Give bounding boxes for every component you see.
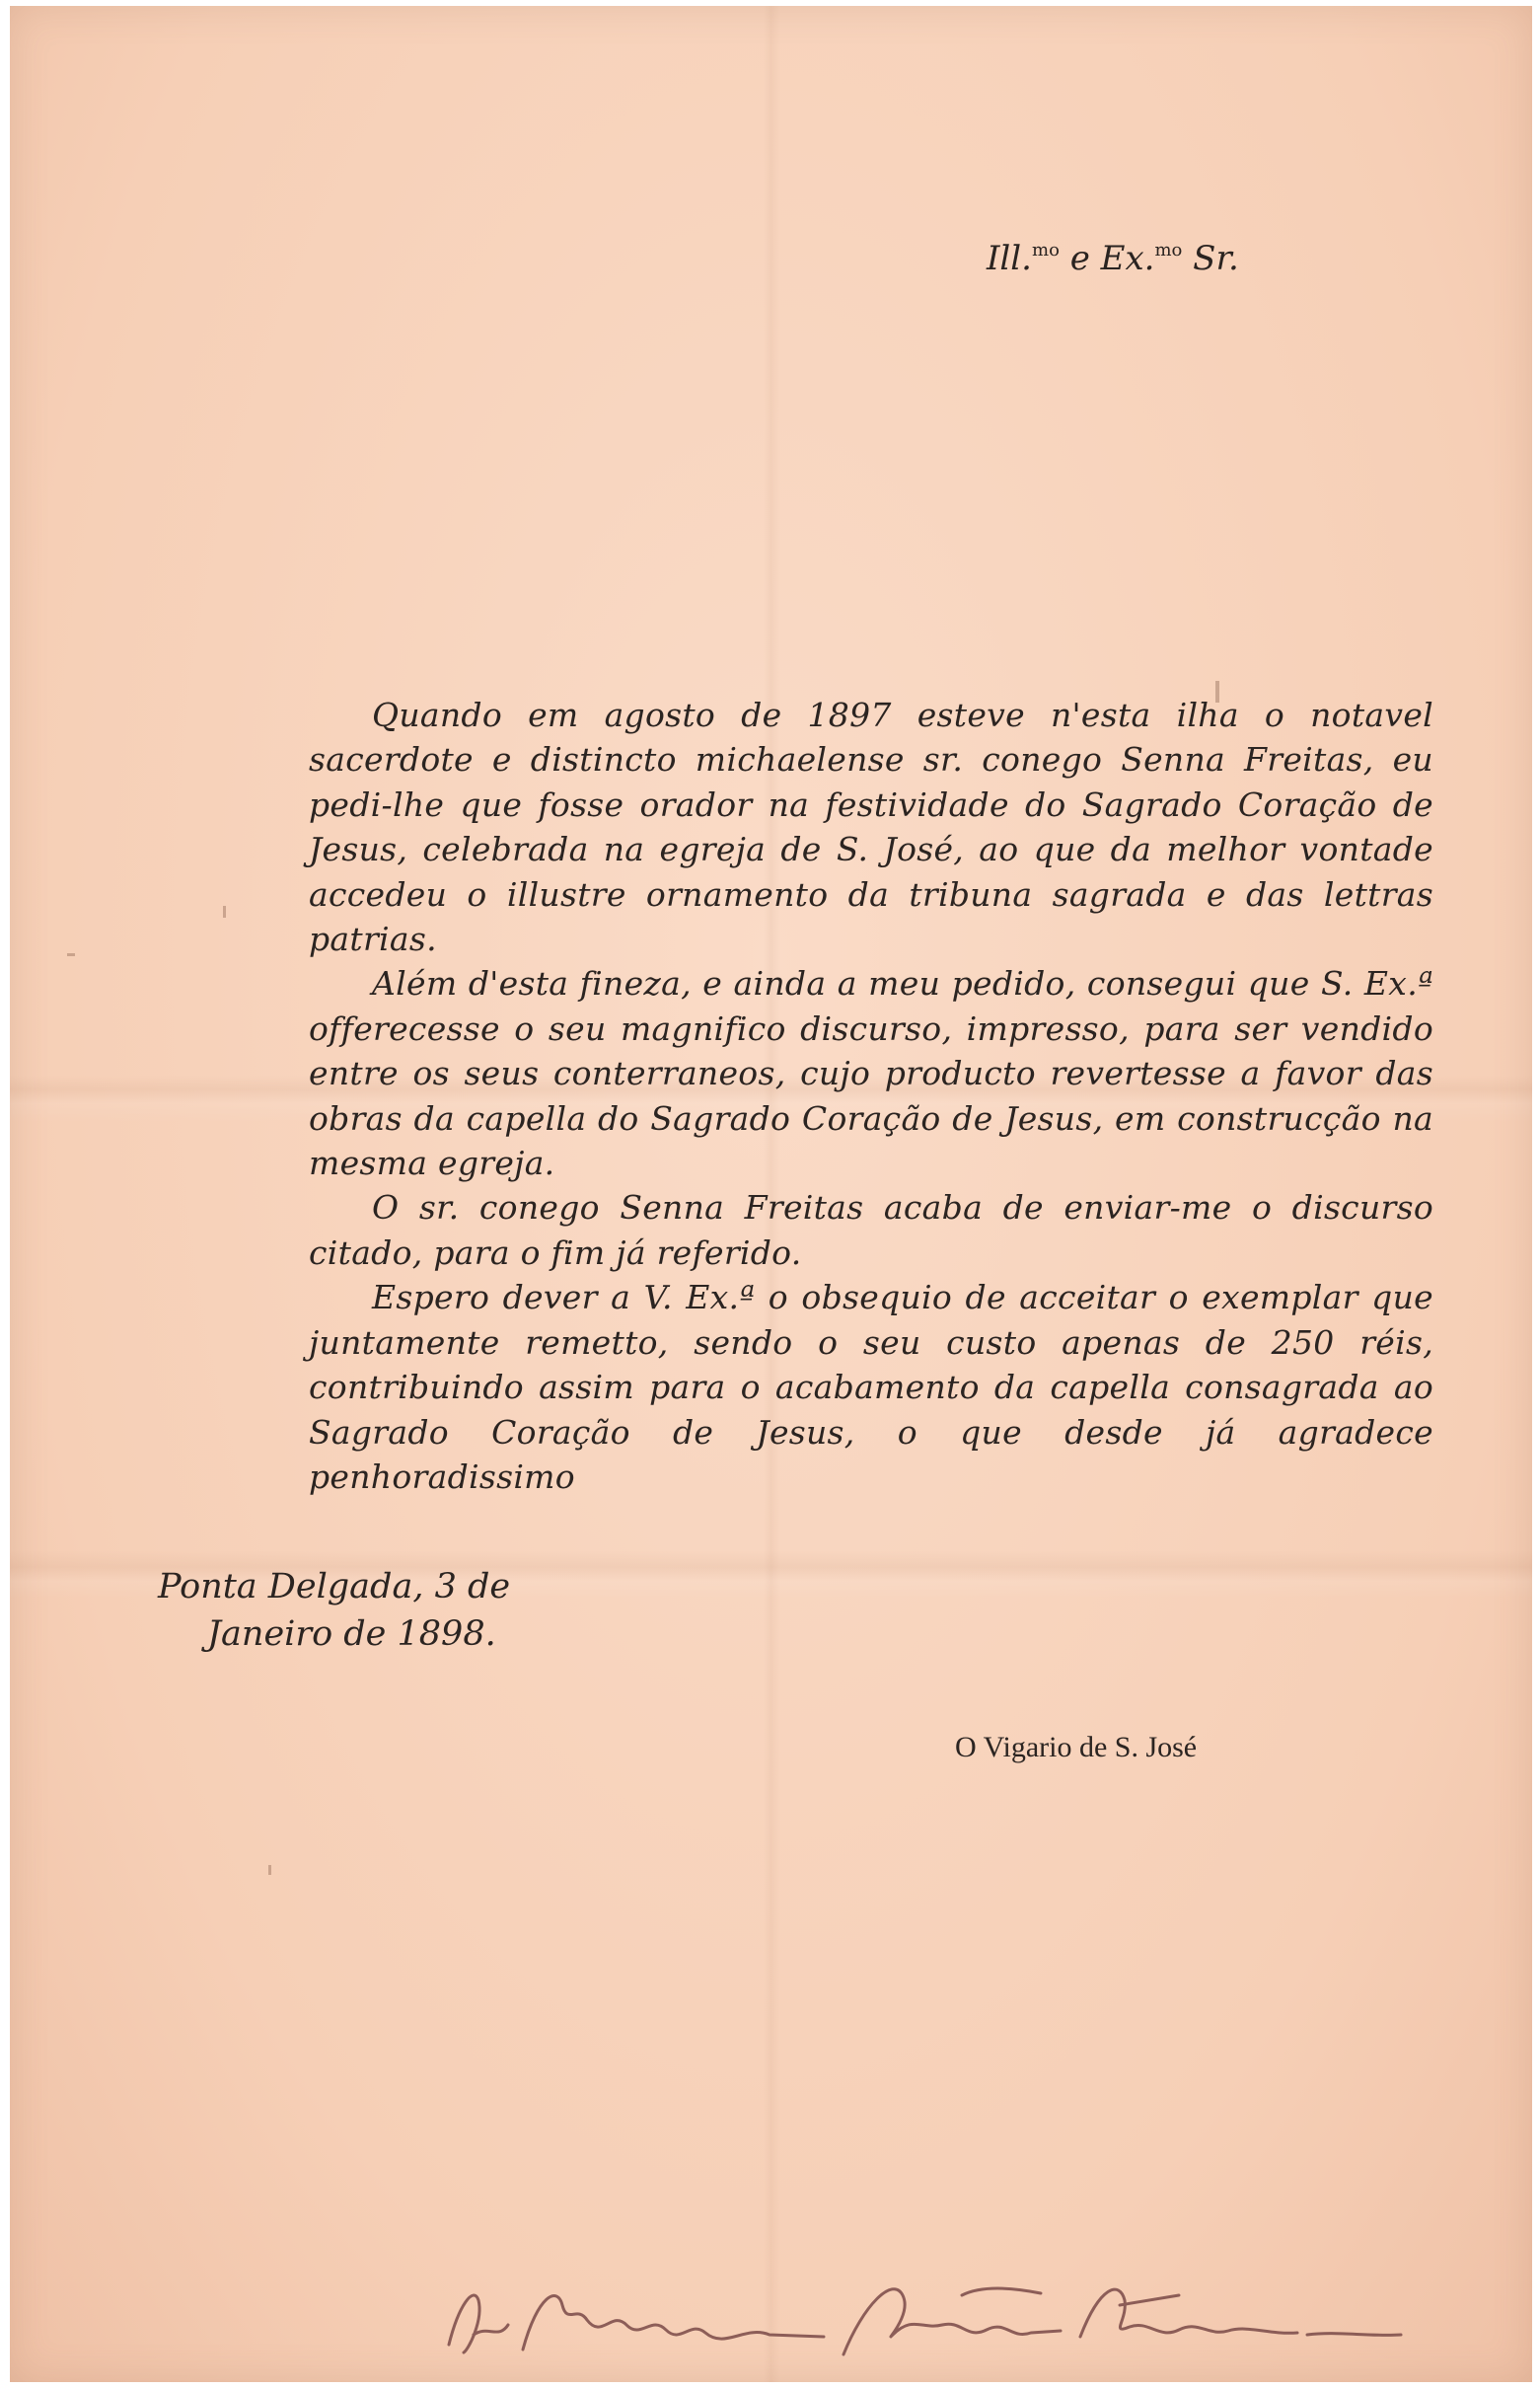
letter-body xyxy=(309,693,1433,1499)
paper-mark xyxy=(67,953,75,956)
salutation-part: Ill. xyxy=(987,239,1032,278)
paper-mark xyxy=(223,906,226,918)
place-and-date xyxy=(158,1563,510,1658)
salutation-part: e Ex. xyxy=(1059,239,1155,278)
place-date-line: Janeiro de 1898. xyxy=(207,1614,496,1654)
salutation-superscript: mo xyxy=(1154,240,1183,261)
paper-mark xyxy=(268,1865,271,1875)
salutation-part: Sr. xyxy=(1182,239,1239,278)
letter-sheet xyxy=(10,6,1532,2382)
salutation xyxy=(987,239,1239,278)
paragraph: Quando em agosto de 1897 esteve n'esta ilha o notavel sacerdote e distincto michaelense sr. conego Senna Freitas, eu pedi-lhe que fosse orador na festividade do Sagrado Coração de Jesus, celebrada na egreja de S. José, ao que da melhor vontade accedeu o illustre ornamento da tribuna sagrada e das lettras patrias. xyxy=(309,696,1433,959)
salutation-superscript: mo xyxy=(1032,240,1060,261)
paper-mark xyxy=(1215,681,1219,703)
paragraph: Além d'esta fineza, e ainda a meu pedido, consegui que S. Ex.ª offerecesse o seu magnifico discurso, impresso, para ser vendido entre os seus conterraneos, cujo producto revertesse a favor das obras da capella do Sagrado Coração de Jesus, em construcção na mesma egreja. xyxy=(309,964,1433,1183)
paragraph: Espero dever a V. Ex.ª o obsequio de acceitar o exemplar que juntamente remetto, sendo o seu custo apenas de 250 réis, contribuindo assim para o acabamento da capella consagrada ao Sagrado Coração de Jesus, o que desde já agradece penhoradissimo xyxy=(309,1278,1433,1496)
place-date-line: Ponta Delgada, 3 de xyxy=(158,1567,511,1606)
handwritten-signature xyxy=(429,2266,1416,2364)
paragraph: O sr. conego Senna Freitas acaba de enviar-me o discurso citado, para o fim já referido. xyxy=(309,1188,1433,1272)
signatory-title: O Vigario de S. José xyxy=(955,1731,1198,1763)
